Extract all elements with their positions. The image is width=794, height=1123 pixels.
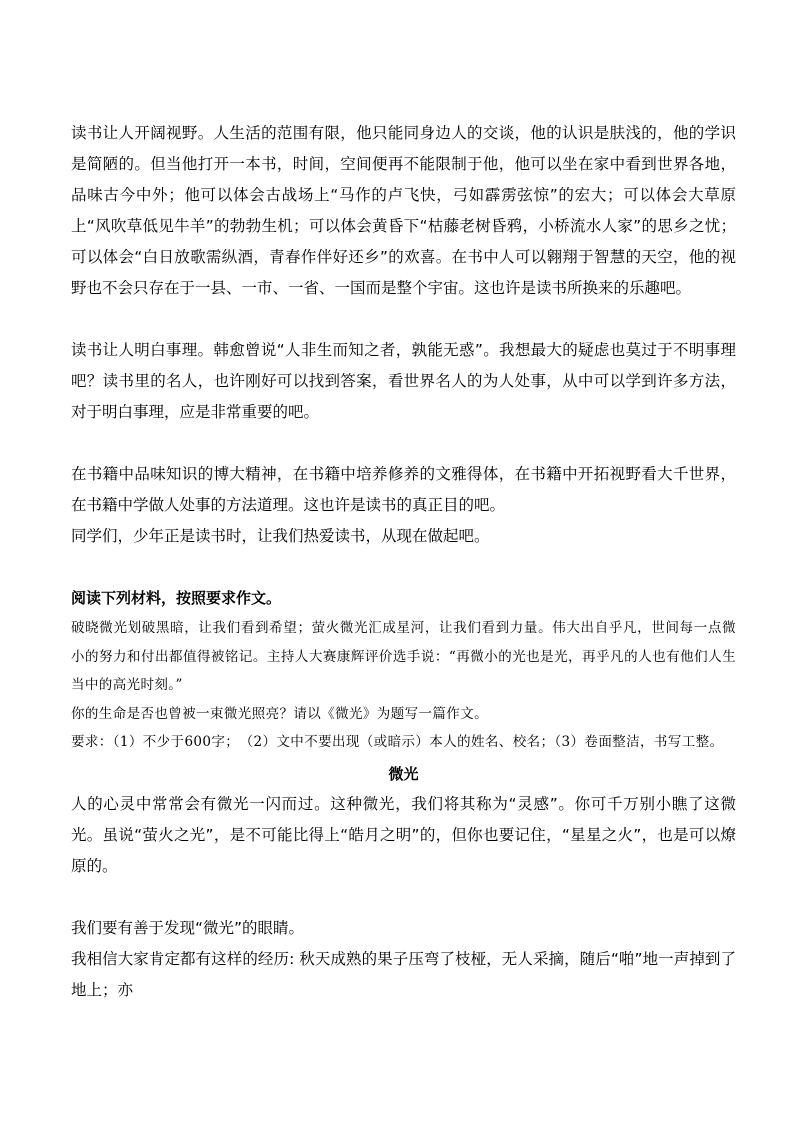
paragraph-gap <box>71 304 736 335</box>
task-prompt: 你的生命是否也曾被一束微光照亮？请以《微光》为题写一篇作文。 <box>71 705 488 722</box>
reading-paragraph-broaden-horizons: 读书让人开阔视野。人生活的范围有限，他只能同身边人的交谈，他的认识是肤浅的，他的学识是简陋的。但当他打开一本书，时间，空间便再不能限制于他，他可以坐在家中看到世界各地，品味古今中外；他可以体会古战场上“马作的卢飞快，弓如霹雳弦惊”的宏大；可以体会大草原上“风吹草低见牛羊”的勃勃生机；可以体会黄昏下“枯藤老树昏鸦，小桥流水人家”的思乡之忧；可以体会“白日放歌需纵酒，青春作伴好还乡”的欢喜。在书中人可以翱翔于智慧的天空，他的视野也不会只存在于一县、一市、一省、一国而是整个宇宙。这也许是读书所换来的乐趣吧。 <box>71 124 736 297</box>
reading-paragraph-understand-reason: 读书让人明白事理。韩愈曾说“人非生而知之者，孰能无惑”。我想最大的疑虑也莫过于不明事理吧？读书里的名人，也许刚好可以找到答案，看世界名人的为人处事，从中可以学到许多方法，对于明白事理，应是非常重要的吧。 <box>71 341 736 421</box>
paragraph-gap <box>71 552 736 583</box>
essay-paragraph-experience: 我相信大家肯定都有这样的经历: 秋天成熟的果子压弯了枝桠，无人采摘，随后“啪”地一声掉到了地上；亦 <box>71 949 736 999</box>
document-page <box>71 118 736 1006</box>
reading-paragraph-closing: 同学们，少年正是读书时，让我们热爱读书，从现在做起吧。 <box>71 527 490 545</box>
task-heading: 阅读下列材料，按照要求作文。 <box>71 589 282 607</box>
essay-paragraph-intro: 人的心灵中常常会有微光一闪而过。这种微光，我们将其称为“灵感”。你可千万别小瞧了这微光。虽说“萤火之光”，是不可能比得上“皓月之明”的，但你也要记住，“星星之火”，也是可以燎原的。 <box>71 794 736 875</box>
essay-title: 微光 <box>388 764 419 783</box>
task-material: 破晓微光划破黑暗，让我们看到希望；萤火微光汇成星河，让我们看到力量。伟大出自乎凡，世间每一点微小的努力和付出都值得被铭记。主持人大赛康辉评价选手说：“再微小的光也是光，再乎凡的人也有他们人生当中的高光时刻。” <box>71 620 736 693</box>
paragraph-gap <box>71 428 736 459</box>
reading-paragraph-true-purpose: 在书籍中品味知识的博大精神，在书籍中培养修养的文雅得体，在书籍中开拓视野看大千世界，在书籍中学做人处事的方法道理。这也许是读书的真正目的吧。 <box>71 465 736 514</box>
essay-paragraph-discover: 我们要有善于发现“微光”的眼睛。 <box>71 918 305 937</box>
paragraph-gap <box>71 882 736 913</box>
task-requirements: 要求：（1）不少于600字； （2）文中不要出现（或暗示）本人的姓名、校名；（3）卷面整洁，书写工整。 <box>71 734 724 750</box>
